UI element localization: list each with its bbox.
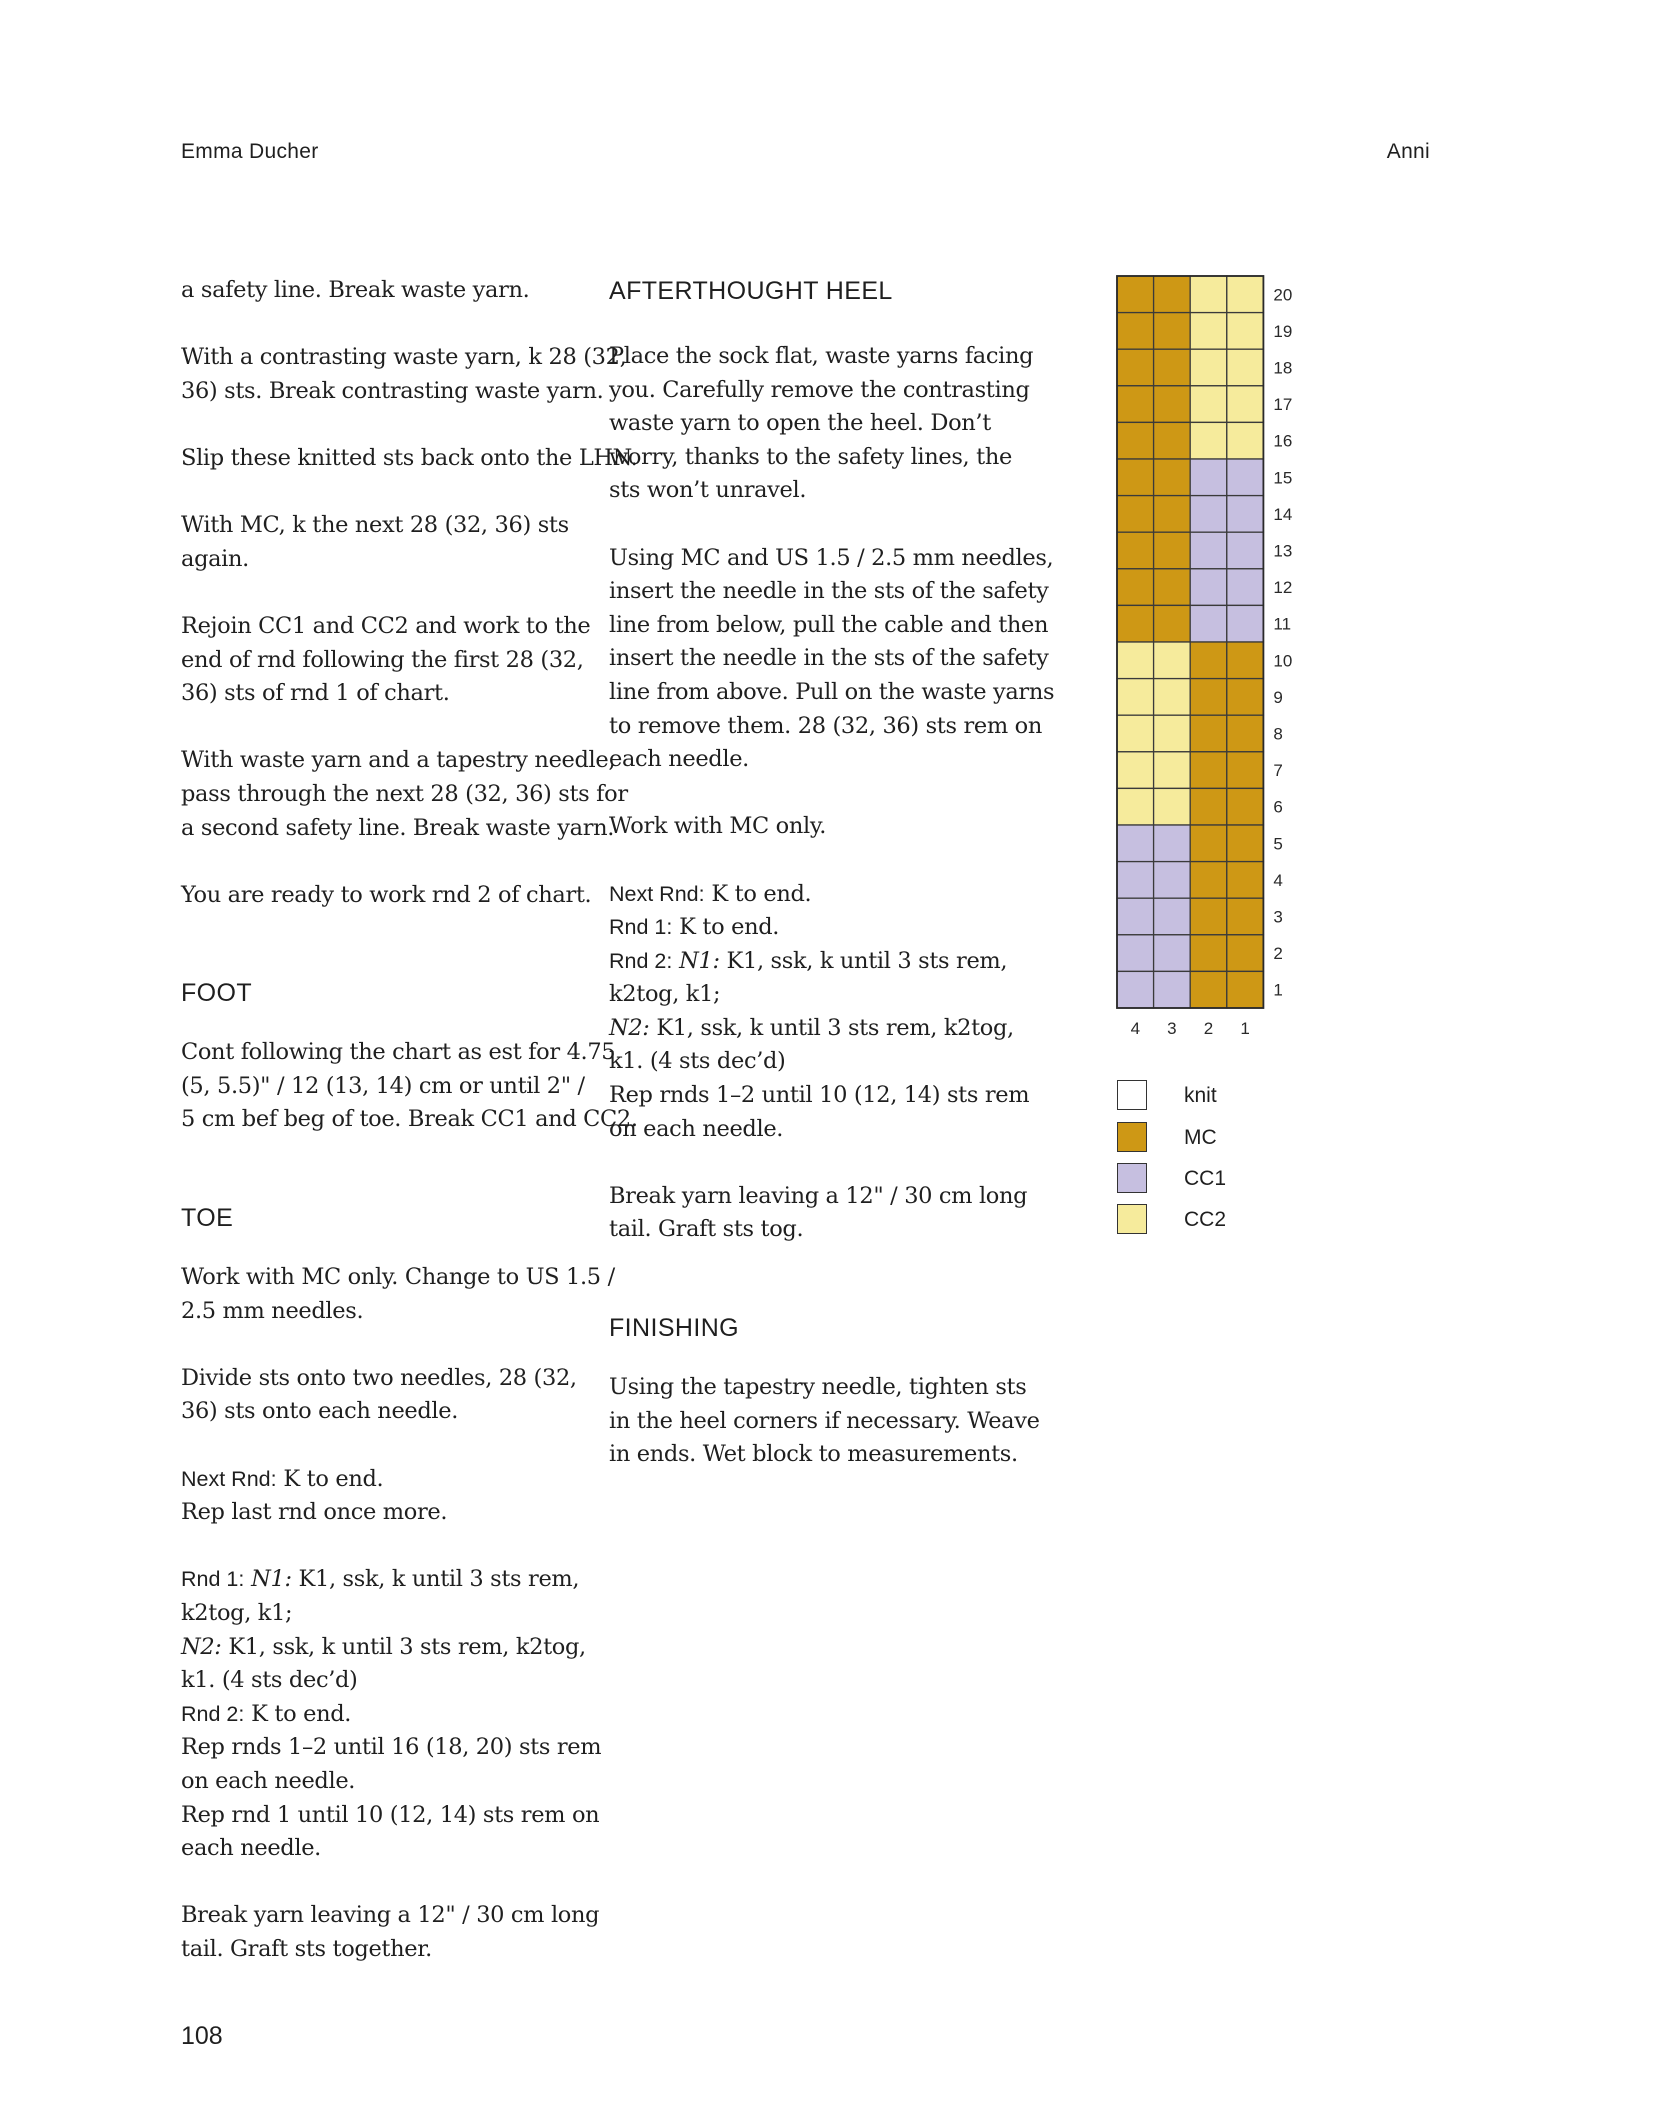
- chart-row-label: 10: [1273, 651, 1293, 671]
- chart-cell-mc: [1117, 459, 1154, 496]
- round-text: K to end.: [276, 1465, 384, 1492]
- round-text: K1, ssk, k until 3 sts rem,: [291, 1566, 580, 1593]
- chart-cell-mc: [1154, 569, 1191, 606]
- text-line: Work with MC only. Change to US 1.5 /: [181, 1264, 615, 1291]
- chart-row-label: 3: [1273, 907, 1283, 927]
- section-title-toe: TOE: [181, 1204, 234, 1233]
- text-line: tail. Graft sts together.: [181, 1935, 432, 1962]
- paragraph: [181, 509, 581, 576]
- chart-row-label: 9: [1273, 687, 1283, 707]
- chart-cell-mc: [1190, 715, 1227, 752]
- text-line: [181, 1463, 581, 1497]
- text-line: a safety line. Break waste yarn.: [181, 277, 530, 303]
- chart-cell-cc2: [1190, 313, 1227, 350]
- chart-cell-cc2: [1117, 642, 1154, 679]
- paragraph: [181, 274, 581, 308]
- chart-cell-cc1: [1117, 862, 1154, 899]
- needle-label: N2:: [609, 1014, 650, 1041]
- text-line: on each needle.: [181, 1767, 356, 1794]
- chart-cell-mc: [1154, 605, 1191, 642]
- chart-row-label: 16: [1273, 431, 1293, 451]
- text-line: each needle.: [609, 746, 749, 773]
- text-line: 36) sts of rnd 1 of chart.: [181, 680, 450, 707]
- chart-grid: [1116, 275, 1306, 1035]
- chart-cell-cc2: [1117, 715, 1154, 752]
- chart-cell-cc2: [1227, 349, 1264, 386]
- chart-cell-cc2: [1227, 386, 1264, 423]
- text-line: pass through the next 28 (32, 36) sts for: [181, 780, 628, 807]
- paragraph: [181, 1362, 581, 1429]
- text-line: [609, 1012, 1013, 1046]
- legend-item-cc2: [1117, 1204, 1317, 1238]
- middle-column: [609, 274, 1055, 1505]
- chart-cell-mc: [1154, 276, 1191, 313]
- text-line: [181, 1698, 581, 1732]
- chart-cell-cc1: [1227, 496, 1264, 533]
- round-label: Rnd 1:: [609, 915, 673, 940]
- section-title-finishing: FINISHING: [609, 1314, 739, 1343]
- round-label: Rnd 1:: [181, 1567, 245, 1592]
- chart-cell-cc2: [1117, 752, 1154, 789]
- paragraph: [609, 1180, 1028, 1247]
- round-text: K1, ssk, k until 3 sts rem,: [719, 947, 1008, 974]
- text-line: each needle.: [181, 1835, 321, 1862]
- paragraph: [609, 542, 1055, 777]
- chart-cell-mc: [1227, 971, 1264, 1008]
- text-line: [609, 945, 1013, 979]
- paragraph: [181, 442, 638, 476]
- round-text: K to end.: [704, 880, 812, 907]
- left-column: [181, 274, 638, 2000]
- chart-row-label: 11: [1273, 614, 1292, 634]
- chart-cell-mc: [1154, 496, 1191, 533]
- chart-cell-mc: [1117, 386, 1154, 423]
- chart-cell-mc: [1190, 642, 1227, 679]
- chart-cell-mc: [1190, 679, 1227, 716]
- chart-row-label: 8: [1273, 724, 1283, 744]
- chart-cell-cc2: [1227, 313, 1264, 350]
- chart-col-label: 2: [1203, 1019, 1214, 1035]
- text-line: [181, 1563, 581, 1597]
- needle-label: N2:: [181, 1633, 222, 1660]
- text-line: k1. (4 sts dec’d): [181, 1667, 358, 1694]
- text-line: You are ready to work rnd 2 of chart.: [181, 881, 592, 908]
- chart-cell-cc2: [1190, 276, 1227, 313]
- text-line: insert the needle in the sts of the safety: [609, 645, 1049, 672]
- legend-item-knit: [1117, 1080, 1317, 1114]
- text-line: k2tog, k1;: [609, 981, 721, 1008]
- round-text: K to end.: [244, 1700, 352, 1727]
- text-line: you. Carefully remove the contrasting: [609, 376, 1030, 403]
- round-label: Next Rnd:: [181, 1466, 277, 1491]
- chart-row-label: 5: [1273, 834, 1283, 854]
- chart-cell-cc2: [1227, 276, 1264, 313]
- chart-cell-cc1: [1227, 605, 1264, 642]
- chart-cell-mc: [1117, 276, 1154, 313]
- legend-label: MC: [1184, 1126, 1217, 1149]
- chart-col-label: 1: [1240, 1019, 1250, 1035]
- paragraph: [181, 1563, 602, 1865]
- chart-row-label: 2: [1273, 944, 1283, 964]
- needle-label: N1:: [251, 1566, 292, 1593]
- chart-cell-mc: [1227, 898, 1264, 935]
- legend-item-cc1: [1117, 1163, 1317, 1197]
- chart-cell-mc: [1190, 935, 1227, 972]
- text-line: Break yarn leaving a 12" / 30 cm long: [181, 1902, 600, 1929]
- text-line: [609, 911, 1013, 945]
- paragraph: [609, 878, 1030, 1147]
- chart-row-label: 14: [1273, 504, 1293, 524]
- chart-cell-mc: [1227, 679, 1264, 716]
- chart-row-label: 15: [1273, 468, 1293, 488]
- chart-cell-cc2: [1227, 422, 1264, 459]
- chart-cell-mc: [1227, 825, 1264, 862]
- text-line: waste yarn to open the heel. Don’t: [609, 410, 991, 437]
- legend-label: CC2: [1184, 1208, 1227, 1231]
- legend-item-mc: [1117, 1122, 1317, 1156]
- chart-cell-mc: [1154, 386, 1191, 423]
- chart-cell-mc: [1154, 313, 1191, 350]
- text-line: in ends. Wet block to measurements.: [609, 1441, 1018, 1468]
- chart-cell-cc1: [1190, 459, 1227, 496]
- text-line: sts won’t unravel.: [609, 477, 807, 504]
- chart-cell-cc1: [1190, 496, 1227, 533]
- paragraph: [609, 810, 1013, 844]
- chart-col-label: 4: [1130, 1019, 1141, 1035]
- text-line: in the heel corners if necessary. Weave: [609, 1407, 1040, 1434]
- paragraph: [609, 1371, 1040, 1472]
- chart-cell-mc: [1117, 532, 1154, 569]
- chart-row-label: 20: [1273, 285, 1293, 305]
- round-label: Rnd 2:: [609, 948, 673, 973]
- paragraph: [181, 879, 592, 913]
- chart-cell-mc: [1117, 569, 1154, 606]
- text-line: again.: [181, 545, 249, 572]
- text-line: worry, thanks to the safety lines, the: [609, 443, 1012, 470]
- paragraph: [609, 340, 1034, 508]
- round-label: Rnd 2:: [181, 1701, 245, 1726]
- chart-cell-cc1: [1154, 971, 1191, 1008]
- chart-cell-mc: [1154, 532, 1191, 569]
- text-line: (5, 5.5)" / 12 (13, 14) cm or until 2" /: [181, 1072, 585, 1099]
- chart-cell-cc1: [1117, 825, 1154, 862]
- chart-cell-cc1: [1117, 898, 1154, 935]
- chart-cell-cc1: [1154, 825, 1191, 862]
- chart-cell-cc2: [1154, 642, 1191, 679]
- chart-cell-mc: [1227, 752, 1264, 789]
- chart-cell-cc2: [1154, 679, 1191, 716]
- chart-cell-mc: [1190, 898, 1227, 935]
- text-line: k2tog, k1;: [181, 1600, 293, 1626]
- needle-label: N1:: [679, 947, 720, 974]
- text-line: With a contrasting waste yarn, k 28 (32,: [181, 344, 627, 371]
- text-line: With MC, k the next 28 (32, 36) sts: [181, 512, 569, 539]
- chart-cell-mc: [1154, 422, 1191, 459]
- chart-cell-cc2: [1190, 422, 1227, 459]
- chart-row-label: 6: [1273, 797, 1283, 817]
- text-line: Place the sock flat, waste yarns facing: [609, 343, 1034, 369]
- text-line: to remove them. 28 (32, 36) sts rem on: [609, 712, 1042, 739]
- chart-cell-cc1: [1227, 459, 1264, 496]
- text-line: 2.5 mm needles.: [181, 1297, 364, 1324]
- text-line: 5 cm bef beg of toe. Break CC1 and CC2.: [181, 1106, 638, 1133]
- legend-swatch-cc2: [1117, 1204, 1147, 1234]
- text-line: Rep rnds 1–2 until 10 (12, 14) sts rem: [609, 1082, 1030, 1109]
- text-line: k1. (4 sts dec’d): [609, 1048, 786, 1075]
- text-line: With waste yarn and a tapestry needle,: [181, 747, 616, 774]
- text-line: Using MC and US 1.5 / 2.5 mm needles,: [609, 544, 1054, 571]
- page-number: 108: [181, 2022, 223, 2050]
- chart-cell-mc: [1190, 788, 1227, 825]
- text-line: Divide sts onto two needles, 28 (32,: [181, 1364, 577, 1391]
- chart-cell-mc: [1227, 642, 1264, 679]
- round-text: K1, ssk, k until 3 sts rem, k2tog,: [221, 1633, 586, 1660]
- legend-swatch-mc: [1117, 1122, 1147, 1152]
- text-line: 36) sts. Break contrasting waste yarn.: [181, 377, 604, 404]
- chart-cell-mc: [1227, 788, 1264, 825]
- chart-cell-mc: [1117, 605, 1154, 642]
- chart-row-label: 13: [1273, 541, 1293, 561]
- text-line: end of rnd following the first 28 (32,: [181, 646, 584, 673]
- chart-cell-cc2: [1117, 679, 1154, 716]
- chart-row-label: 12: [1273, 578, 1293, 598]
- chart-cell-cc1: [1190, 532, 1227, 569]
- legend-label: knit: [1184, 1084, 1217, 1107]
- running-head-pattern-name: Anni: [1386, 140, 1430, 163]
- round-text: K1, ssk, k until 3 sts rem, k2tog,: [649, 1014, 1014, 1041]
- chart-row-label: 7: [1273, 761, 1283, 781]
- chart-cell-mc: [1117, 313, 1154, 350]
- paragraph: [181, 1463, 581, 1530]
- chart-row-label: 19: [1273, 321, 1293, 341]
- chart-cell-cc1: [1227, 569, 1264, 606]
- chart-cell-mc: [1117, 349, 1154, 386]
- section-title-foot: FOOT: [181, 979, 253, 1008]
- chart-cell-mc: [1227, 862, 1264, 899]
- text-line: Rep rnds 1–2 until 16 (18, 20) sts rem: [181, 1734, 602, 1761]
- chart-cell-cc1: [1154, 862, 1191, 899]
- chart-cell-mc: [1190, 752, 1227, 789]
- chart-cell-mc: [1227, 935, 1264, 972]
- paragraph: [181, 610, 591, 711]
- text-line: line from above. Pull on the waste yarns: [609, 678, 1055, 705]
- text-line: 36) sts onto each needle.: [181, 1398, 459, 1425]
- paragraph: [181, 1261, 615, 1328]
- chart-cell-cc1: [1154, 935, 1191, 972]
- chart-cell-mc: [1117, 422, 1154, 459]
- chart-row-label: 1: [1273, 980, 1283, 1000]
- legend-label: CC1: [1184, 1167, 1227, 1190]
- round-label: Next Rnd:: [609, 881, 705, 906]
- chart-cell-cc1: [1154, 898, 1191, 935]
- chart-cell-cc2: [1190, 349, 1227, 386]
- text-line: line from below, pull the cable and then: [609, 611, 1049, 638]
- paragraph: [181, 1899, 600, 1966]
- chart-cell-cc1: [1190, 569, 1227, 606]
- text-line: insert the needle in the sts of the safety: [609, 578, 1049, 605]
- text-line: Work with MC only.: [609, 813, 827, 840]
- text-line: Cont following the chart as est for 4.75: [181, 1039, 616, 1066]
- chart-cell-cc2: [1154, 715, 1191, 752]
- chart-cell-cc1: [1190, 605, 1227, 642]
- chart-cell-cc2: [1190, 386, 1227, 423]
- running-head-author: Emma Ducher: [181, 140, 319, 163]
- text-line: Break yarn leaving a 12" / 30 cm long: [609, 1182, 1028, 1209]
- text-line: [181, 1631, 586, 1665]
- chart-cell-cc2: [1154, 788, 1191, 825]
- chart-cell-mc: [1154, 459, 1191, 496]
- colorwork-chart: [1116, 275, 1306, 1040]
- chart-row-label: 18: [1273, 358, 1293, 378]
- legend-swatch-cc1: [1117, 1163, 1147, 1193]
- paragraph: [181, 1036, 638, 1137]
- chart-cell-mc: [1227, 715, 1264, 752]
- paragraph: [181, 341, 627, 408]
- text-line: Rep last rnd once more.: [181, 1499, 448, 1526]
- text-line: Rep rnd 1 until 10 (12, 14) sts rem on: [181, 1801, 600, 1828]
- chart-cell-cc1: [1227, 532, 1264, 569]
- chart-cell-mc: [1190, 825, 1227, 862]
- chart-cell-mc: [1190, 862, 1227, 899]
- section-title-afterthought-heel: AFTERTHOUGHT HEEL: [609, 277, 893, 305]
- chart-cell-cc2: [1117, 788, 1154, 825]
- text-line: Slip these knitted sts back onto the LHN.: [181, 444, 638, 471]
- chart-cell-cc1: [1117, 971, 1154, 1008]
- chart-row-label: 17: [1273, 395, 1293, 415]
- chart-cell-mc: [1190, 971, 1227, 1008]
- text-line: a second safety line. Break waste yarn.: [181, 814, 615, 841]
- chart-cell-mc: [1117, 496, 1154, 533]
- text-line: on each needle.: [609, 1115, 784, 1142]
- paragraph: [181, 744, 628, 845]
- text-line: Using the tapestry needle, tighten sts: [609, 1374, 1027, 1401]
- chart-cell-cc1: [1117, 935, 1154, 972]
- round-text: K to end.: [672, 914, 780, 941]
- chart-col-label: 3: [1167, 1019, 1177, 1035]
- chart-row-label: 4: [1273, 870, 1283, 890]
- chart-cell-cc2: [1154, 752, 1191, 789]
- chart-cell-mc: [1154, 349, 1191, 386]
- text-line: Rejoin CC1 and CC2 and work to the: [181, 612, 591, 639]
- text-line: [609, 878, 1013, 912]
- text-line: tail. Graft sts tog.: [609, 1216, 804, 1243]
- legend-swatch-knit: [1117, 1080, 1147, 1110]
